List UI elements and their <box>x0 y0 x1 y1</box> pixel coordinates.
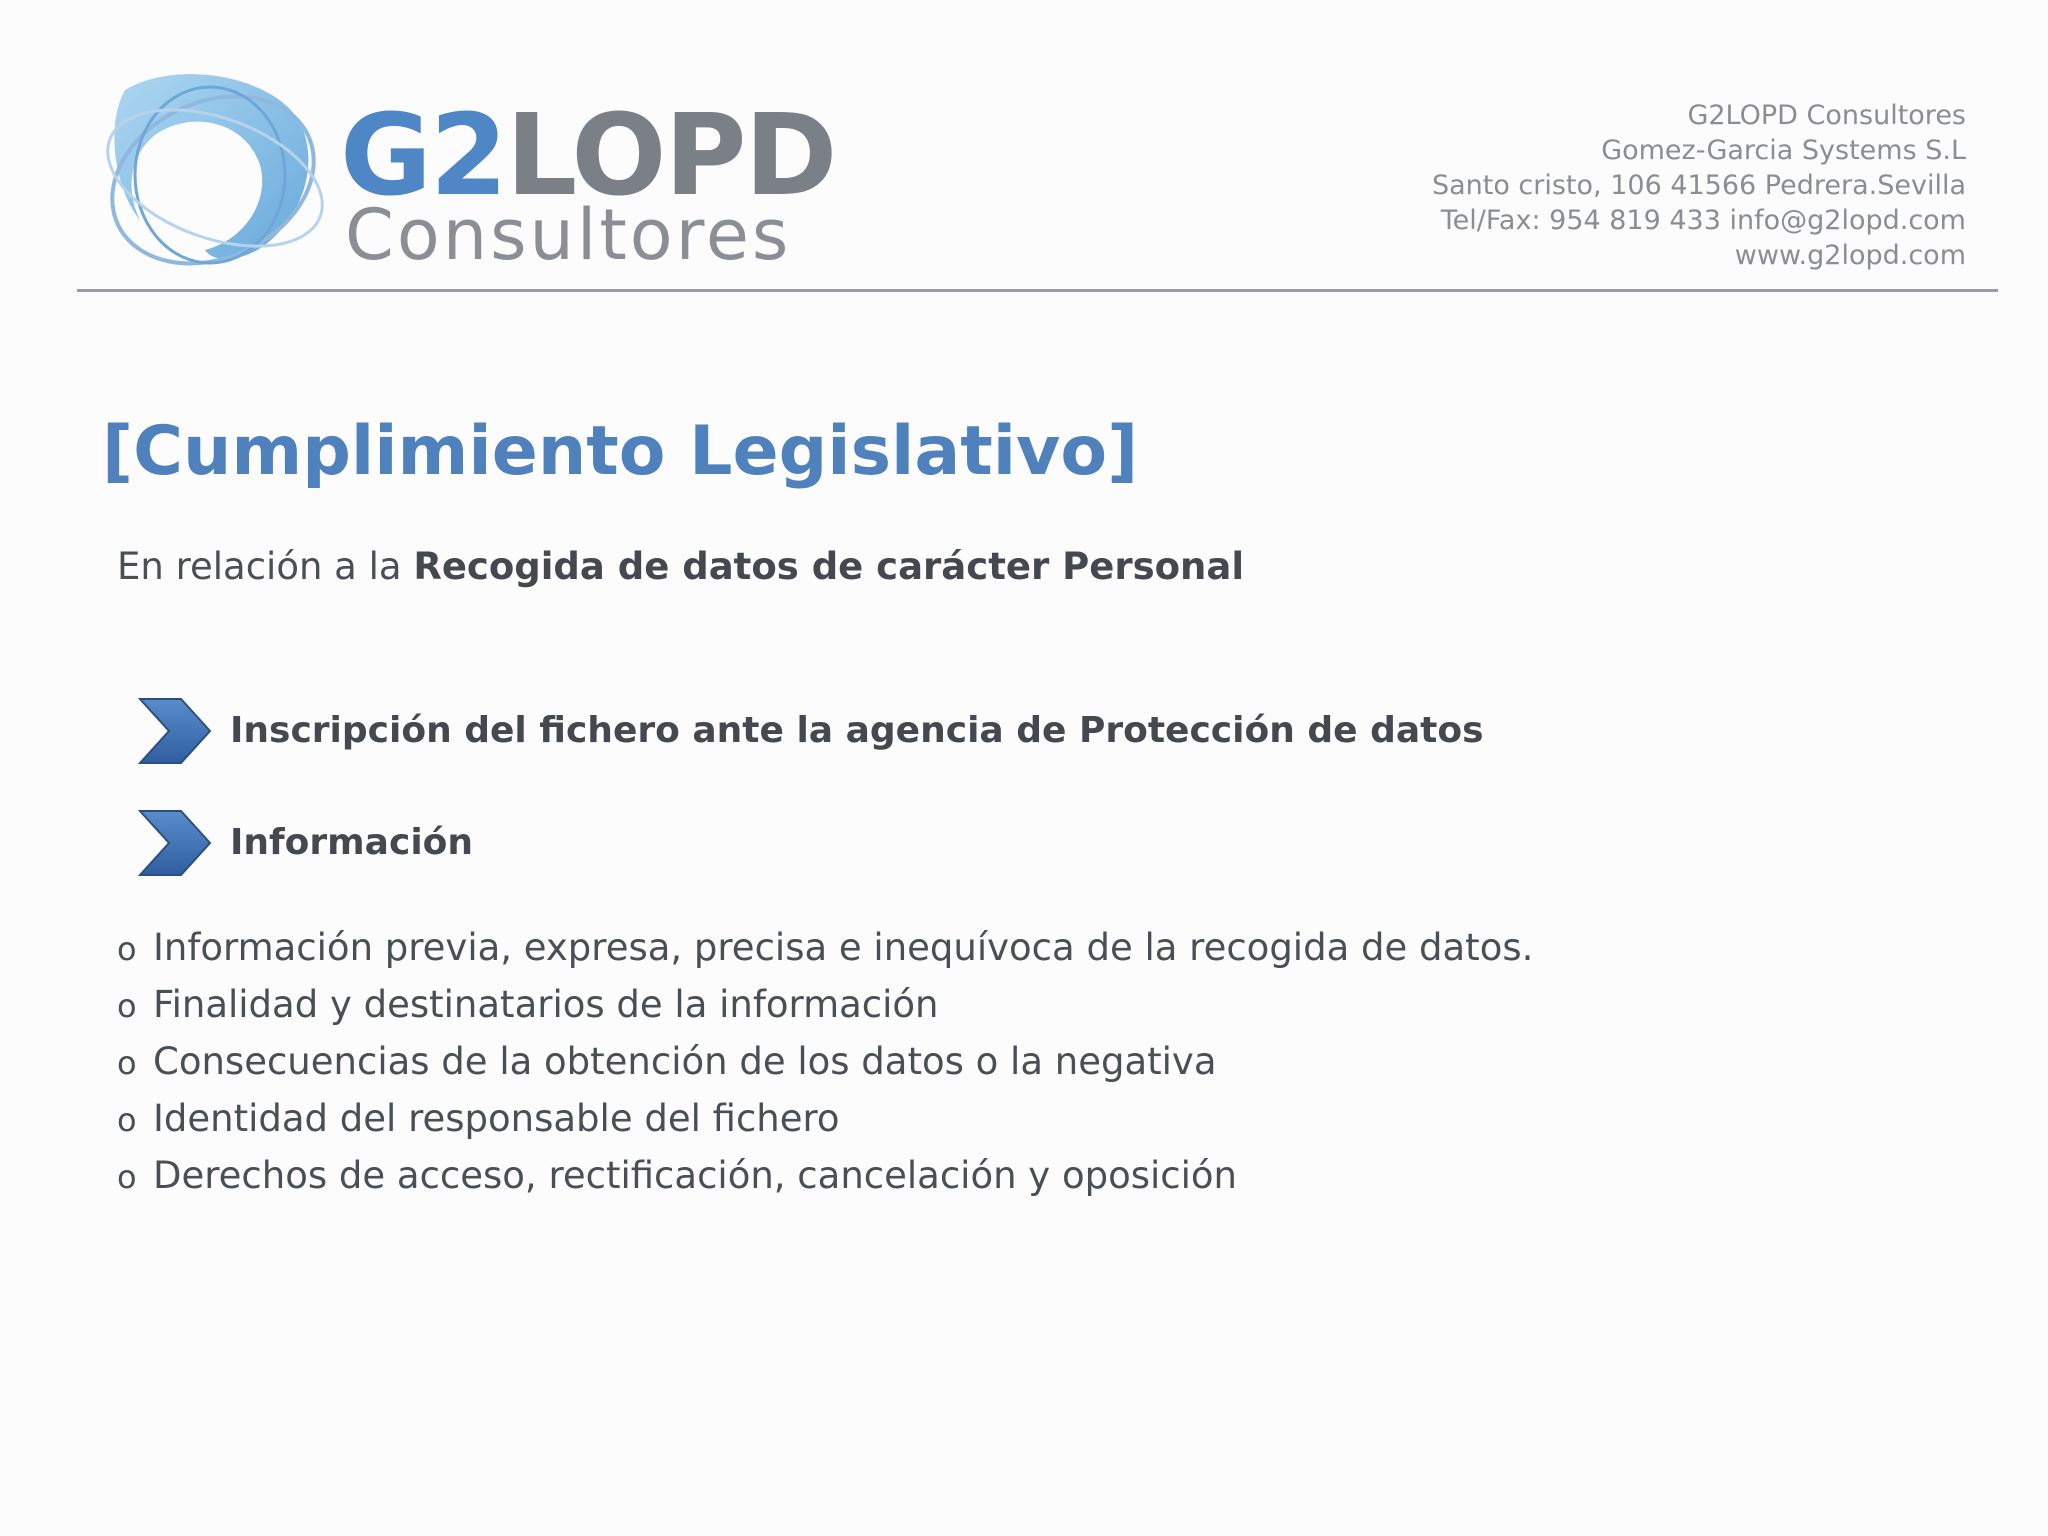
company-contact: Tel/Fax: 954 819 433 info@g2lopd.com <box>1440 205 1966 236</box>
list-item-text: Identidad del responsable del fichero <box>153 1097 840 1140</box>
list-item <box>117 1091 1533 1148</box>
intro-emphasis: Recogida de datos de carácter Personal <box>413 545 1245 588</box>
list-item-text: Derechos de acceso, rectificación, cancelación y oposición <box>153 1154 1237 1197</box>
bullet-circle-icon: o <box>117 1044 137 1082</box>
company-info <box>1432 98 1966 273</box>
chevron-right-icon <box>137 808 213 878</box>
company-name: G2LOPD Consultores <box>1687 100 1966 131</box>
company-logo <box>95 70 836 280</box>
bullet-circle-icon: o <box>117 1101 137 1139</box>
company-address: Santo cristo, 106 41566 Pedrera.Sevilla <box>1431 170 1966 201</box>
list-item <box>117 977 1533 1034</box>
list-item-text: Información previa, expresa, precisa e inequívoca de la recogida de datos. <box>153 926 1534 969</box>
company-website: www.g2lopd.com <box>1734 240 1966 271</box>
chevron-item <box>137 696 1537 766</box>
chevron-item <box>137 808 1537 878</box>
logo-wordmark: G2LOPD <box>340 91 836 221</box>
bullet-circle-icon: o <box>117 930 137 968</box>
slide-title: [Cumplimiento Legislativo] <box>102 412 1139 491</box>
information-bullet-list <box>117 920 1533 1205</box>
bullet-circle-icon: o <box>117 1158 137 1196</box>
logo-subtitle: Consultores <box>345 194 792 276</box>
list-item-text: Consecuencias de la obtención de los datos o la negativa <box>153 1040 1217 1083</box>
chevron-right-icon <box>137 696 213 766</box>
header-divider <box>77 289 1998 292</box>
list-item <box>117 1034 1533 1091</box>
bullet-circle-icon: o <box>117 987 137 1025</box>
chevron-item-label: Inscripción del fichero ante la agencia de Protección de datos <box>230 710 1484 751</box>
list-item <box>117 1148 1533 1205</box>
chevron-item-label: Información <box>230 822 474 863</box>
intro-prefix: En relación a la <box>117 545 414 588</box>
list-item <box>117 920 1533 977</box>
company-legal-name: Gomez-Garcia Systems S.L <box>1601 135 1966 166</box>
intro-text <box>117 543 1244 591</box>
list-item-text: Finalidad y destinatarios de la información <box>153 983 939 1026</box>
logo-orbit-icon <box>95 70 335 280</box>
